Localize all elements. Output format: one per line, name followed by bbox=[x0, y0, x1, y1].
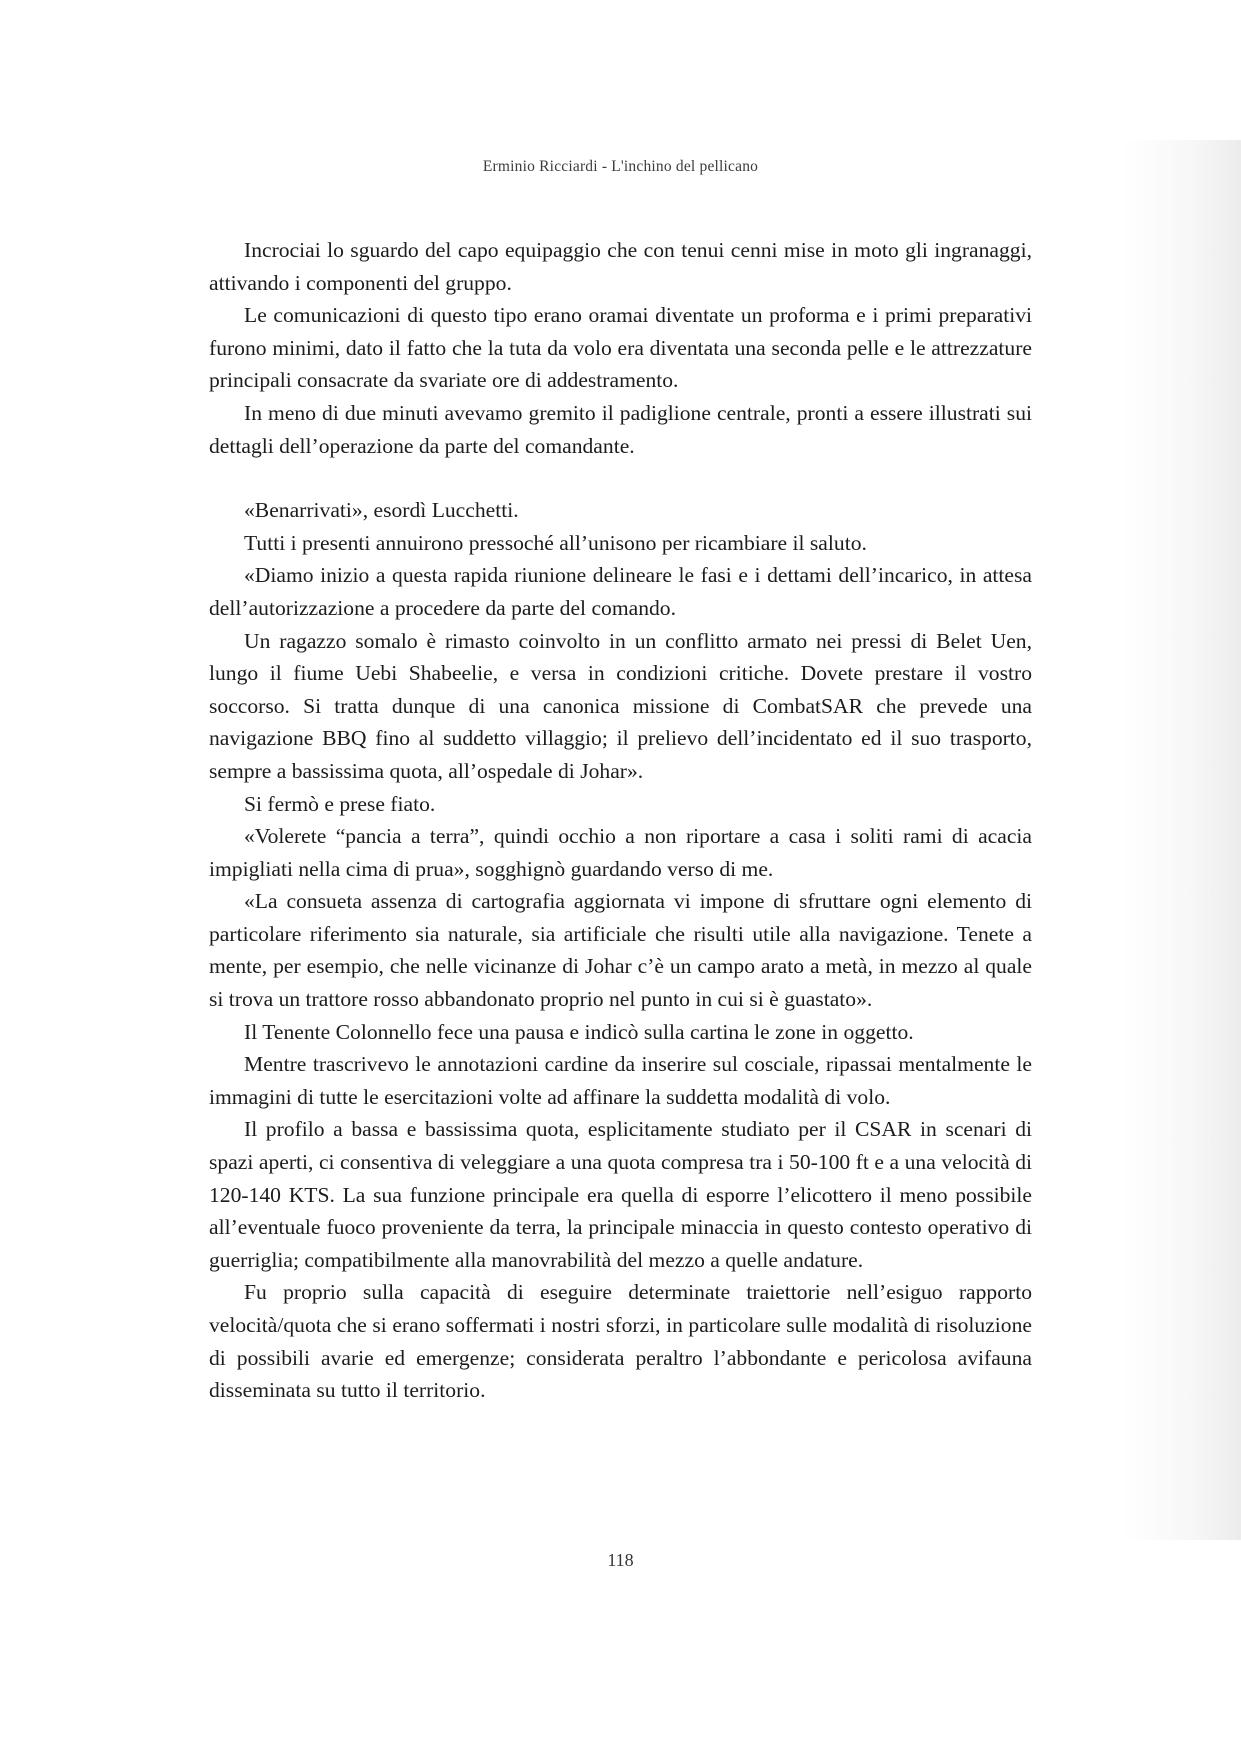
paragraph: Tutti i presenti annuirono pressoché all’unisono per ricambiare il saluto. bbox=[244, 530, 867, 555]
paragraph: «Diamo inizio a questa rapida riunione delineare le fasi e i dettami dell’incarico, in attesa dell’autorizzazione a procedere da parte del comando. bbox=[209, 563, 1032, 620]
paragraph: «Benarrivati», esordì Lucchetti. bbox=[244, 498, 519, 523]
paragraph: Il Tenente Colonnello fece una pausa e indicò sulla cartina le zone in oggetto. bbox=[244, 1019, 914, 1044]
paragraph: Fu proprio sulla capacità di eseguire determinate traiettorie nell’esiguo rapporto velocità/quota che si erano soffermati i nostri sforzi, in particolare sulle modalità di risoluzione di possibili avarie ed emergenze; considerata peraltro l’abbondante e pericolosa avifauna disseminata su tutto il territorio. bbox=[209, 1280, 1032, 1403]
paragraph: Il profilo a bassa e bassissima quota, esplicitamente studiato per il CSAR in scenari di spazi aperti, ci consentiva di veleggiare a una quota compresa tra i 50-100 ft e a una velocità di 120-140 KTS. La sua funzione principale era quella di esporre l’elicottero il meno possibile all’eventuale fuoco proveniente da terra, la principale minaccia in questo contesto operativo di guerriglia; compatibilmente alla manovrabilità del mezzo a quelle andature. bbox=[209, 1117, 1032, 1272]
scan-shadow bbox=[1121, 140, 1241, 1540]
running-head: Erminio Ricciardi - L'inchino del pellicano bbox=[482, 158, 759, 175]
paragraph: «Volerete “pancia a terra”, quindi occhio a non riportare a casa i soliti rami di acacia impigliati nella cima di prua», sogghignò guardando verso di me. bbox=[209, 824, 1032, 881]
page-number: 118 bbox=[607, 1550, 634, 1570]
paragraph: «La consueta assenza di cartografia aggiornata vi impone di sfruttare ogni elemento di particolare riferimento sia naturale, sia artificiale che risulti utile alla navigazione. Tenete a mente, per esempio, che nelle vicinanze di Johar c’è un campo arato a metà, in mezzo al quale si trova un trattore rosso abbandonato proprio nel punto in cui si è guastato». bbox=[209, 889, 1032, 1012]
paragraph: Si fermò e prese fiato. bbox=[244, 791, 436, 816]
paragraph: In meno di due minuti avevamo gremito il padiglione centrale, pronti a essere illustrati sui dettagli dell’operazione da parte del comandante. bbox=[209, 400, 1032, 458]
paragraph: Mentre trascrivevo le annotazioni cardine da inserire sul cosciale, ripassai mentalmente le immagini di tutte le esercitazioni volte ad affinare la suddetta modalità di volo. bbox=[209, 1052, 1032, 1109]
paragraph: Le comunicazioni di questo tipo erano oramai diventate un proforma e i primi preparativi furono minimi, dato il fatto che la tuta da volo era diventata una seconda pelle e le attrezzature principali consacrate da svariate ore di addestramento. bbox=[209, 303, 1032, 393]
paragraph: Incrociai lo sguardo del capo equipaggio che con tenui cenni mise in moto gli ingranaggi, attivando i componenti del gruppo. bbox=[209, 238, 1032, 295]
paragraph: Un ragazzo somalo è rimasto coinvolto in un conflitto armato nei pressi di Belet Uen, lungo il fiume Uebi Shabeelie, e versa in condizioni critiche. Dovete prestare il vostro soccorso. Si tratta dunque di una canonica missione di CombatSAR che prevede una navigazione BBQ fino al suddetto villaggio; il prelievo dell’incidentato ed il suo trasporto, sempre a bassissima quota, all’ospedale di Johar». bbox=[209, 628, 1032, 783]
body-text bbox=[209, 234, 1032, 1407]
